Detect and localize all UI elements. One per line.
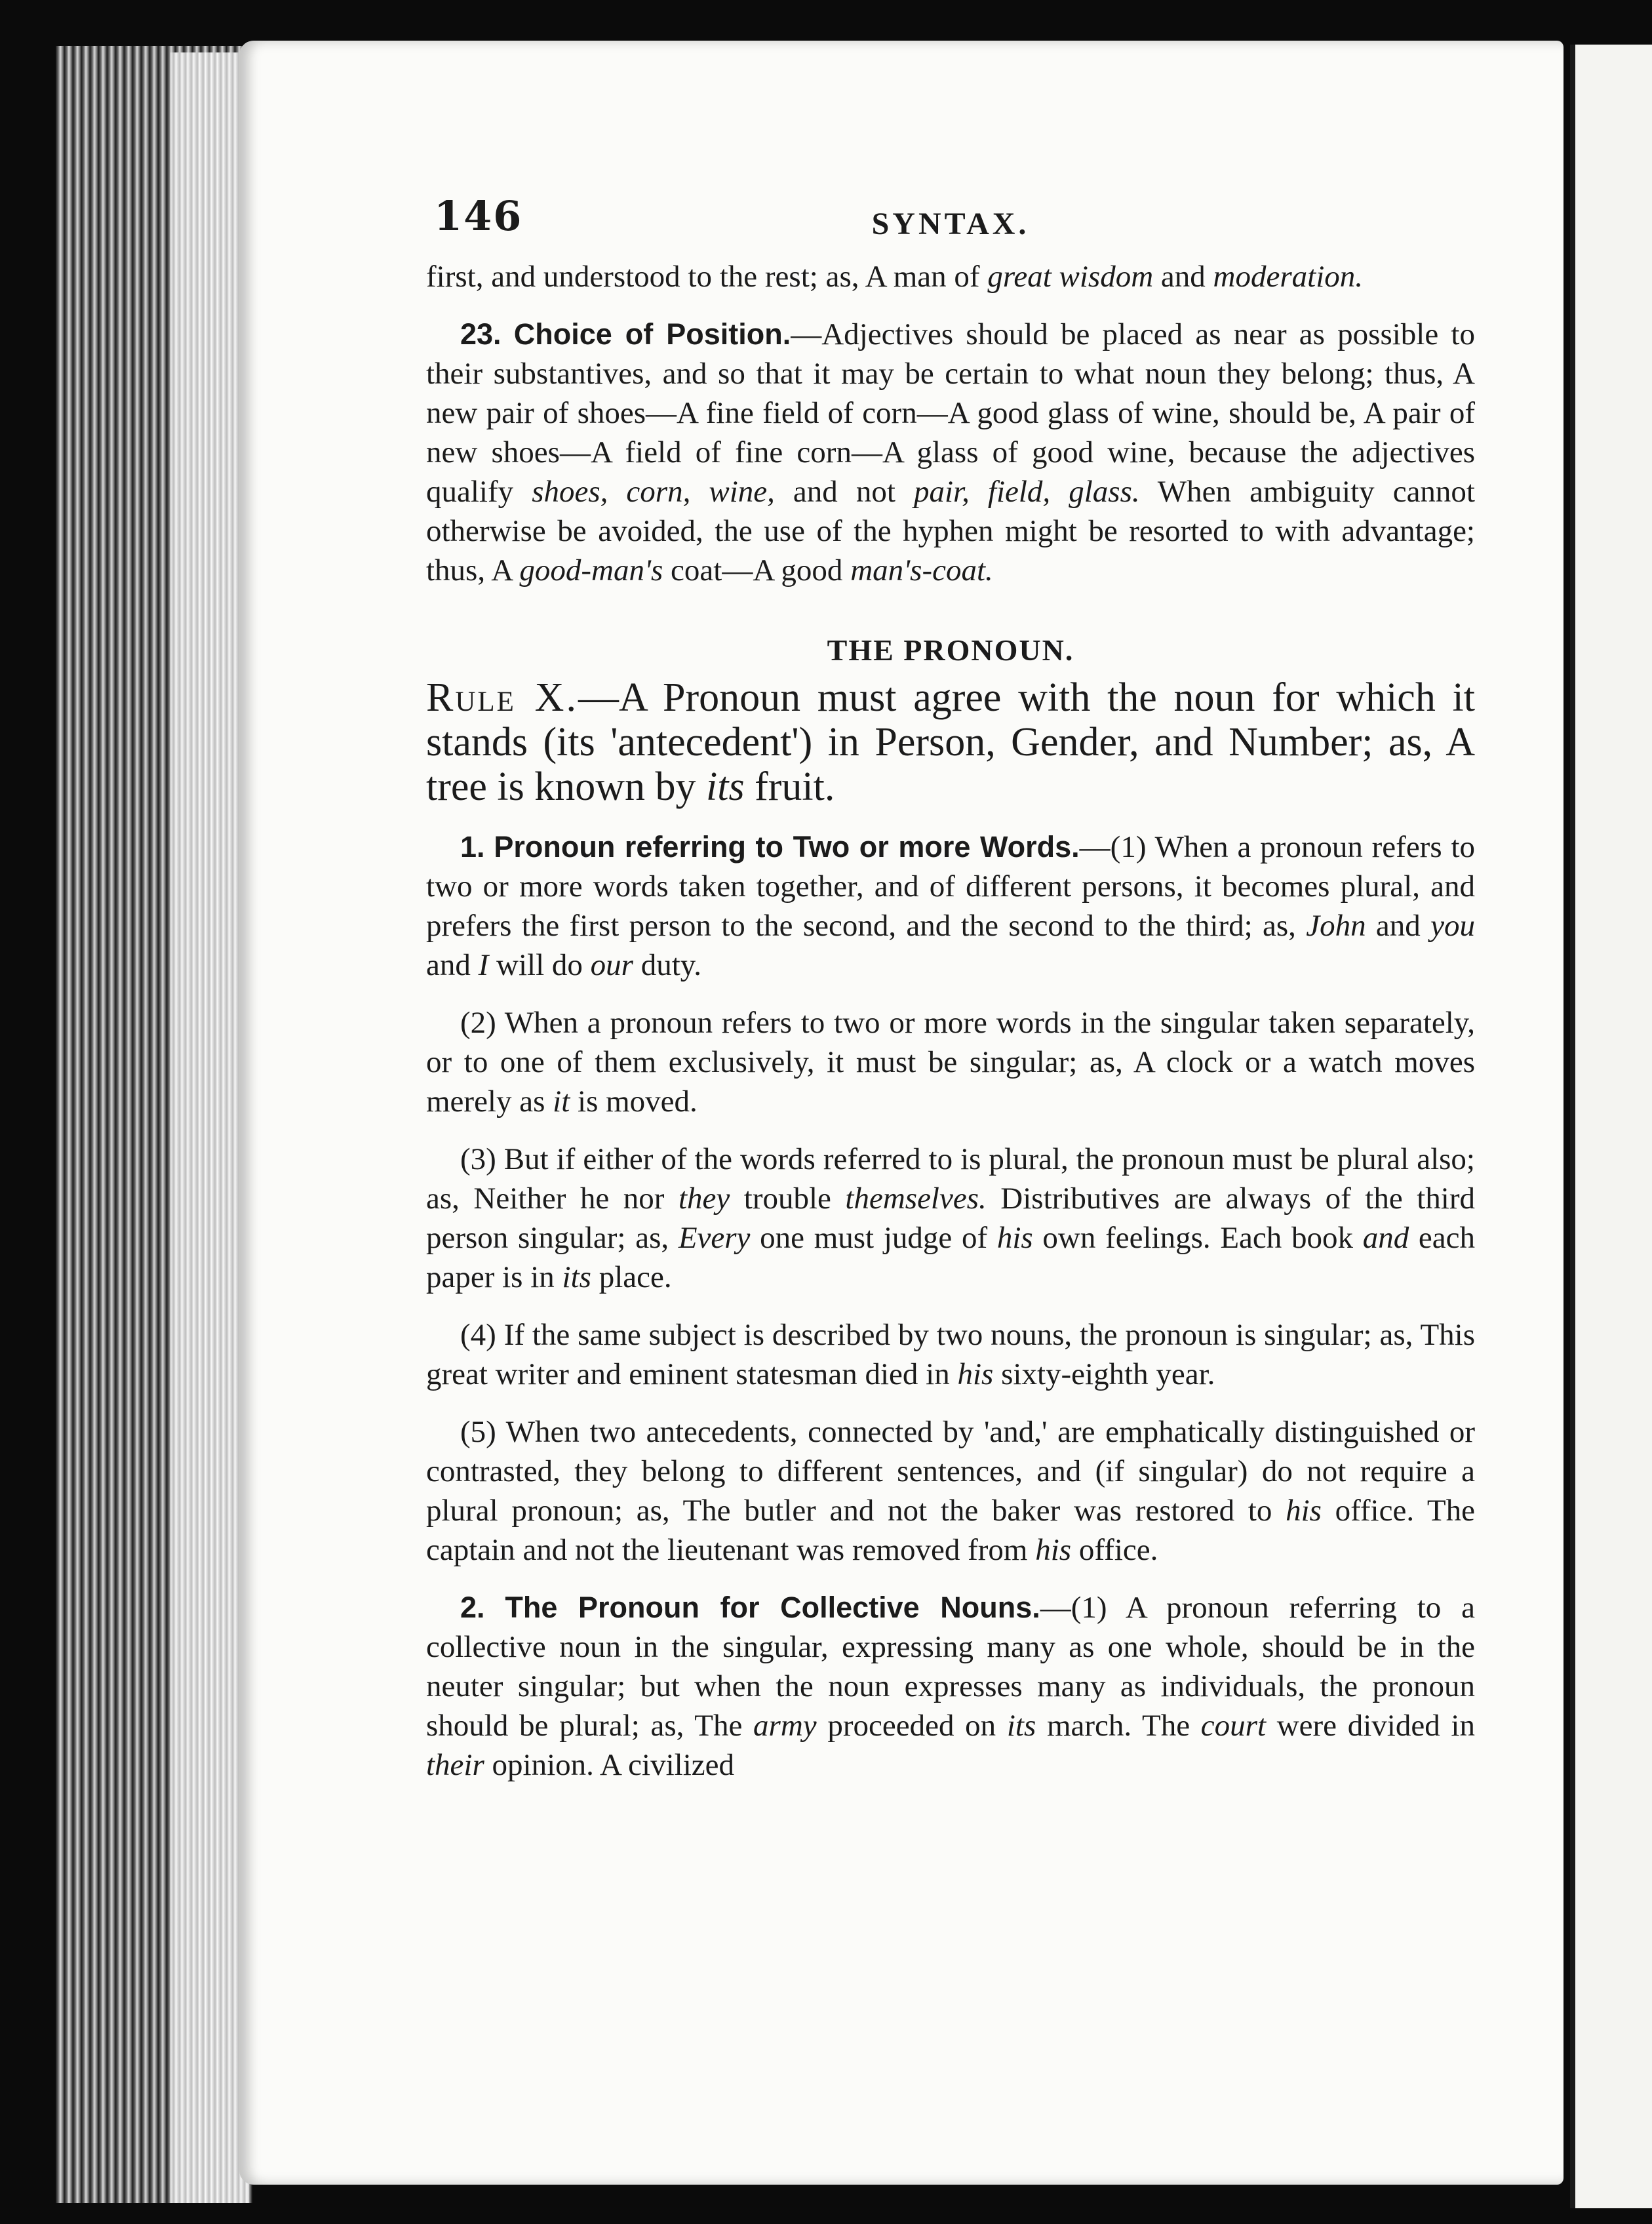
text: When ambiguity cannot otherwise be avoided, the use of the hyphen might be resorted to with advantage; thus, A — [426, 475, 1475, 587]
text: and — [1366, 909, 1431, 943]
italic-text: its — [706, 764, 745, 809]
section-heading: Choice of Position. — [513, 317, 791, 351]
pronoun-heading: THE PRONOUN. — [827, 633, 1074, 667]
text: each paper is in — [426, 1221, 1475, 1294]
text: —(1) A pronoun referring to a collective noun in the singular, expressing many as one whole, should be in the neuter singular; but when the noun expresses many as individuals, the pronoun should be plural; as, The — [426, 1591, 1475, 1743]
italic-text: its — [562, 1260, 591, 1294]
text: duty. — [633, 948, 701, 982]
sub-1-paragraph-2 — [426, 1003, 1475, 1121]
running-title: SYNTAX. — [871, 207, 1030, 241]
italic-text: its — [1006, 1709, 1036, 1743]
section-number: 23. — [460, 317, 502, 351]
text: —Adjectives should be placed as near as possible to their substantives, and so that it may be certain to what noun they belong; thus, A new pair of shoes—A fine field of corn—A good glass of wine, should be, A pair of new shoes—A field of fine corn—A glass of good wine, because the adjectives qualify — [426, 317, 1475, 509]
sub-1-paragraph-5 — [426, 1412, 1475, 1570]
text: and — [1153, 260, 1213, 294]
italic-text: man's-coat. — [850, 553, 993, 587]
text: (5) When two antecedents, connected by 'and,' are emphatically distinguished or contrasted, they belong to different sentences, and (if singular) do not require a plural pronoun; as, The butler and not the baker was restored to — [426, 1415, 1475, 1528]
italic-text: great wisdom — [987, 260, 1154, 294]
text: office. The captain and not the lieutenant was removed from — [426, 1494, 1475, 1567]
italic-text: their — [426, 1748, 484, 1782]
section-heading: Pronoun referring to Two or more Words. — [494, 830, 1080, 864]
italic-text: Every — [678, 1221, 751, 1255]
italic-text: I — [478, 948, 489, 982]
italic-text: his — [1035, 1533, 1072, 1567]
italic-text: our — [590, 948, 633, 982]
text: sixty-eighth year. — [993, 1357, 1215, 1391]
text: (4) If the same subject is described by two nouns, the pronoun is singular; as, This great writer and eminent statesman died in — [426, 1318, 1475, 1391]
text: coat—A good — [663, 553, 851, 587]
text: will do — [488, 948, 591, 982]
italic-text: pair, field, glass. — [913, 475, 1140, 509]
book-page-edges-light — [170, 52, 249, 2203]
section-number: 1. — [460, 830, 485, 864]
section-23-paragraph — [426, 315, 1475, 590]
rule-label: Rule X. — [426, 675, 578, 720]
italic-text: John — [1306, 909, 1366, 943]
text: were divided in — [1266, 1709, 1475, 1743]
italic-text: they — [678, 1182, 730, 1216]
italic-text: it — [553, 1084, 570, 1119]
running-head — [426, 192, 1475, 257]
page-number: 146 — [434, 192, 523, 240]
sub-1-paragraph-4 — [426, 1315, 1475, 1394]
section-number: 2. — [460, 1591, 485, 1624]
text: proceeded on — [816, 1709, 1007, 1743]
italic-text: court — [1200, 1709, 1267, 1743]
text: Distributives are always of the third person singular; as, — [426, 1182, 1475, 1255]
text: opinion. A civilized — [484, 1748, 734, 1782]
sub-1-paragraph-3 — [426, 1140, 1475, 1297]
text: trouble — [730, 1182, 846, 1216]
italic-text: and — [1362, 1221, 1409, 1255]
text: (3) But if either of the words referred to is plural, the pronoun must be plural also; as, Neither he nor — [426, 1142, 1475, 1216]
italic-text: his — [996, 1221, 1033, 1255]
sub-2-paragraph — [426, 1588, 1475, 1785]
text: fruit. — [744, 764, 835, 809]
text: first, and understood to the rest; as, A man of — [426, 260, 988, 294]
text: —(1) When a pronoun refers to two or more words taken together, and of different persons, it becomes plural, and prefers the first person to the second, and the second to the third; as, — [426, 830, 1475, 943]
italic-text: moderation. — [1213, 260, 1364, 294]
text: one must judge of — [750, 1221, 997, 1255]
text: and — [426, 948, 479, 982]
italic-text: good-man's — [519, 553, 663, 587]
text: own feelings. Each book — [1032, 1221, 1363, 1255]
page-content — [426, 192, 1476, 1785]
sub-1-paragraph-1 — [426, 827, 1475, 985]
text: is moved. — [570, 1084, 698, 1119]
italic-text: you — [1430, 909, 1475, 943]
text: (2) When a pronoun refers to two or more words in the singular taken separately, or to one of them exclusively, it must be singular; as, A clock or a watch moves merely as — [426, 1006, 1475, 1119]
section-heading: The Pronoun for Collective Nouns. — [505, 1591, 1040, 1624]
text: march. The — [1036, 1709, 1201, 1743]
italic-text: shoes, corn, wine, — [532, 475, 775, 509]
rule-x — [426, 675, 1475, 809]
italic-text: themselves. — [845, 1182, 987, 1216]
italic-text: army — [753, 1709, 817, 1743]
text: office. — [1071, 1533, 1158, 1567]
italic-text: his — [1286, 1494, 1322, 1528]
text: —A Pronoun must agree with the noun for which it stands (its 'antecedent') in Person, Gender, and Number; as, A tree is known by — [426, 675, 1476, 809]
italic-text: his — [957, 1357, 994, 1391]
continuation-paragraph — [426, 257, 1475, 296]
text: place. — [591, 1260, 672, 1294]
facing-page-edge — [1570, 45, 1652, 2208]
text: and not — [774, 475, 914, 509]
